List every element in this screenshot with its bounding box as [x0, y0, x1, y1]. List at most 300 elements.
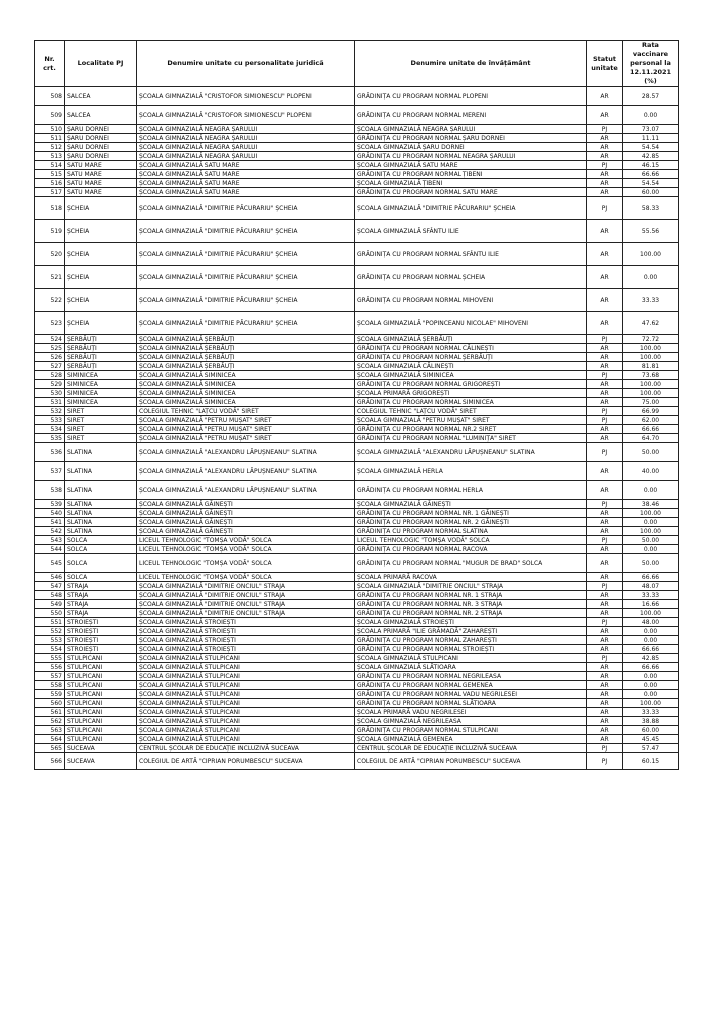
statut-cell: AR — [587, 353, 623, 362]
row-number: 533 — [35, 416, 65, 425]
row-number: 514 — [35, 161, 65, 170]
rata-cell: 60.15 — [623, 753, 679, 770]
row-number: 532 — [35, 407, 65, 416]
statut-cell: PJ — [587, 161, 623, 170]
unitate-inv-cell: ȘCOALA GIMNAZIALĂ CĂLINEȘTI — [355, 362, 587, 371]
statut-cell: AR — [587, 266, 623, 289]
statut-cell: AR — [587, 609, 623, 618]
unitate-pj-cell: ȘCOALA GIMNAZIALĂ SATU MARE — [137, 179, 355, 188]
localitate-cell: SIMINICEA — [65, 389, 137, 398]
row-number: 528 — [35, 371, 65, 380]
row-number: 523 — [35, 312, 65, 335]
statut-cell: AR — [587, 509, 623, 518]
statut-cell: PJ — [587, 335, 623, 344]
statut-cell: AR — [587, 690, 623, 699]
rata-cell: 11.11 — [623, 134, 679, 143]
unitate-inv-cell: ȘCOALA GIMNAZIALĂ SATU MARE — [355, 161, 587, 170]
unitate-pj-cell: COLEGIUL TEHNIC "LAȚCU VODĂ" SIRET — [137, 407, 355, 416]
table-row — [35, 170, 679, 179]
statut-cell: AR — [587, 170, 623, 179]
table-row — [35, 663, 679, 672]
localitate-cell: ȘCHEIA — [65, 243, 137, 266]
localitate-cell: STULPICANI — [65, 690, 137, 699]
unitate-inv-cell: GRĂDINIȚA CU PROGRAM NORMAL RACOVA — [355, 545, 587, 554]
table-row — [35, 717, 679, 726]
row-number: 565 — [35, 744, 65, 753]
table-row — [35, 443, 679, 462]
unitate-inv-cell: ȘCOALA GIMNAZIALĂ GEMENEA — [355, 735, 587, 744]
localitate-cell: STULPICANI — [65, 708, 137, 717]
localitate-cell: STROIEȘTI — [65, 636, 137, 645]
row-number: 524 — [35, 335, 65, 344]
rata-cell: 0.00 — [623, 481, 679, 500]
unitate-inv-cell: ȘCOALA PRIMARĂ GRIGOREȘTI — [355, 389, 587, 398]
rata-cell: 100.00 — [623, 243, 679, 266]
rata-cell: 60.00 — [623, 726, 679, 735]
unitate-pj-cell: ȘCOALA GIMNAZIALĂ "DIMITRIE ONCIUL" STRAJA — [137, 591, 355, 600]
row-number: 560 — [35, 699, 65, 708]
table-row — [35, 407, 679, 416]
unitate-inv-cell: ȘCOALA GIMNAZIALĂ NEGRILEASA — [355, 717, 587, 726]
rata-cell: 100.00 — [623, 380, 679, 389]
statut-cell: PJ — [587, 407, 623, 416]
unitate-inv-cell: GRĂDINIȚA CU PROGRAM NORMAL SIMINICEA — [355, 398, 587, 407]
unitate-pj-cell: ȘCOALA GIMNAZIALĂ "DIMITRIE PĂCURARIU" ȘCHEIA — [137, 197, 355, 220]
rata-cell: 100.00 — [623, 389, 679, 398]
statut-cell: PJ — [587, 416, 623, 425]
localitate-cell: STRAJA — [65, 582, 137, 591]
table-row — [35, 518, 679, 527]
table-row — [35, 152, 679, 161]
unitate-inv-cell: ȘCOALA GIMNAZIALĂ SFÂNTU ILIE — [355, 220, 587, 243]
unitate-inv-cell: GRĂDINIȚA CU PROGRAM NORMAL GRIGOREȘTI — [355, 380, 587, 389]
rata-cell: 100.00 — [623, 344, 679, 353]
unitate-pj-cell: ȘCOALA GIMNAZIALĂ STULPICANI — [137, 726, 355, 735]
unitate-pj-cell: ȘCOALA GIMNAZIALĂ "PETRU MUȘAT" SIRET — [137, 416, 355, 425]
rata-cell: 100.00 — [623, 509, 679, 518]
unitate-pj-cell: ȘCOALA GIMNAZIALĂ NEAGRA ȘARULUI — [137, 152, 355, 161]
table-row — [35, 371, 679, 380]
rata-cell: 33.33 — [623, 708, 679, 717]
row-number: 557 — [35, 672, 65, 681]
unitate-pj-cell: ȘCOALA GIMNAZIALĂ SIMINICEA — [137, 398, 355, 407]
statut-cell: PJ — [587, 500, 623, 509]
localitate-cell: ȘERBĂUȚI — [65, 353, 137, 362]
table-row — [35, 681, 679, 690]
unitate-inv-cell: ȘCOALA GIMNAZIALĂ "DIMITRIE ONCIUL" STRAJA — [355, 582, 587, 591]
rata-cell: 100.00 — [623, 609, 679, 618]
table-row — [35, 220, 679, 243]
unitate-pj-cell: ȘCOALA GIMNAZIALĂ GĂINEȘTI — [137, 500, 355, 509]
unitate-pj-cell: ȘCOALA GIMNAZIALĂ STULPICANI — [137, 735, 355, 744]
table-row — [35, 289, 679, 312]
row-number: 537 — [35, 462, 65, 481]
localitate-cell: SUCEAVA — [65, 753, 137, 770]
statut-cell: AR — [587, 380, 623, 389]
localitate-cell: SLATINA — [65, 518, 137, 527]
table-row — [35, 266, 679, 289]
rata-cell: 42.85 — [623, 152, 679, 161]
statut-cell: AR — [587, 681, 623, 690]
unitate-pj-cell: ȘCOALA GIMNAZIALĂ NEAGRA ȘARULUI — [137, 125, 355, 134]
unitate-inv-cell: GRĂDINIȚA CU PROGRAM NORMAL NR. 3 STRAJA — [355, 600, 587, 609]
unitate-pj-cell: ȘCOALA GIMNAZIALĂ GĂINEȘTI — [137, 518, 355, 527]
row-number: 564 — [35, 735, 65, 744]
unitate-pj-cell: ȘCOALA GIMNAZIALĂ "ALEXANDRU LĂPUȘNEANU" SLATINA — [137, 462, 355, 481]
unitate-pj-cell: LICEUL TEHNOLOGIC "TOMȘA VODĂ" SOLCA — [137, 573, 355, 582]
row-number: 516 — [35, 179, 65, 188]
unitate-pj-cell: ȘCOALA GIMNAZIALĂ "DIMITRIE PĂCURARIU" ȘCHEIA — [137, 312, 355, 335]
row-number: 563 — [35, 726, 65, 735]
unitate-inv-cell: ȘCOALA PRIMARĂ VADU NEGRILESEI — [355, 708, 587, 717]
localitate-cell: SIMINICEA — [65, 398, 137, 407]
rata-cell: 55.56 — [623, 220, 679, 243]
statut-cell: AR — [587, 188, 623, 197]
rata-cell: 28.57 — [623, 87, 679, 106]
row-number: 561 — [35, 708, 65, 717]
statut-cell: AR — [587, 717, 623, 726]
table-row — [35, 645, 679, 654]
localitate-cell: ȘERBĂUȚI — [65, 362, 137, 371]
localitate-cell: STULPICANI — [65, 717, 137, 726]
statut-cell: AR — [587, 312, 623, 335]
unitate-pj-cell: ȘCOALA GIMNAZIALĂ STROIEȘTI — [137, 627, 355, 636]
row-number: 556 — [35, 663, 65, 672]
unitate-inv-cell: GRĂDINIȚA CU PROGRAM NORMAL ȘARU DORNEI — [355, 134, 587, 143]
statut-cell: AR — [587, 672, 623, 681]
table-row — [35, 600, 679, 609]
rata-cell: 48.00 — [623, 618, 679, 627]
rata-cell: 60.00 — [623, 188, 679, 197]
statut-cell: AR — [587, 708, 623, 717]
unitate-pj-cell: ȘCOALA GIMNAZIALĂ "DIMITRIE ONCIUL" STRAJA — [137, 609, 355, 618]
row-number: 526 — [35, 353, 65, 362]
localitate-cell: SUCEAVA — [65, 744, 137, 753]
table-row — [35, 618, 679, 627]
unitate-pj-cell: ȘCOALA GIMNAZIALĂ ȘERBĂUȚI — [137, 344, 355, 353]
unitate-pj-cell: ȘCOALA GIMNAZIALĂ "ALEXANDRU LĂPUȘNEANU" SLATINA — [137, 481, 355, 500]
unitate-pj-cell: ȘCOALA GIMNAZIALĂ SIMINICEA — [137, 371, 355, 380]
localitate-cell: SIMINICEA — [65, 380, 137, 389]
row-number: 517 — [35, 188, 65, 197]
localitate-cell: SOLCA — [65, 536, 137, 545]
row-number: 513 — [35, 152, 65, 161]
unitate-pj-cell: ȘCOALA GIMNAZIALĂ "DIMITRIE PĂCURARIU" ȘCHEIA — [137, 243, 355, 266]
rata-cell: 66.99 — [623, 407, 679, 416]
unitate-pj-cell: ȘCOALA GIMNAZIALĂ SATU MARE — [137, 170, 355, 179]
table-row — [35, 536, 679, 545]
localitate-cell: SIRET — [65, 425, 137, 434]
row-number: 525 — [35, 344, 65, 353]
header-row — [35, 41, 679, 87]
localitate-cell: ȘARU DORNEI — [65, 125, 137, 134]
rata-cell: 0.00 — [623, 636, 679, 645]
localitate-cell: SLATINA — [65, 500, 137, 509]
localitate-cell: SIRET — [65, 434, 137, 443]
localitate-cell: ȘERBĂUȚI — [65, 344, 137, 353]
table-row — [35, 134, 679, 143]
table-row — [35, 726, 679, 735]
localitate-cell: ȘCHEIA — [65, 197, 137, 220]
row-number: 550 — [35, 609, 65, 618]
table-row — [35, 434, 679, 443]
statut-cell: AR — [587, 527, 623, 536]
unitate-inv-cell: GRĂDINIȚA CU PROGRAM NORMAL ȘERBĂUȚI — [355, 353, 587, 362]
localitate-cell: STULPICANI — [65, 672, 137, 681]
unitate-pj-cell: ȘCOALA GIMNAZIALĂ ȘERBĂUȚI — [137, 362, 355, 371]
table-row — [35, 591, 679, 600]
rata-cell: 48.07 — [623, 582, 679, 591]
localitate-cell: STRAJA — [65, 600, 137, 609]
unitate-pj-cell: ȘCOALA GIMNAZIALĂ "PETRU MUȘAT" SIRET — [137, 434, 355, 443]
rata-cell: 66.66 — [623, 170, 679, 179]
row-number: 555 — [35, 654, 65, 663]
unitate-pj-cell: ȘCOALA GIMNAZIALĂ STROIEȘTI — [137, 636, 355, 645]
statut-cell: AR — [587, 106, 623, 125]
statut-cell: AR — [587, 600, 623, 609]
row-number: 536 — [35, 443, 65, 462]
localitate-cell: SLATINA — [65, 481, 137, 500]
table-row — [35, 243, 679, 266]
unitate-inv-cell: GRĂDINIȚA CU PROGRAM NORMAL NEGRILEASA — [355, 672, 587, 681]
statut-cell: AR — [587, 627, 623, 636]
rata-cell: 73.07 — [623, 125, 679, 134]
unitate-pj-cell: ȘCOALA GIMNAZIALĂ ȘERBĂUȚI — [137, 353, 355, 362]
localitate-cell: STULPICANI — [65, 681, 137, 690]
unitate-inv-cell: GRĂDINIȚA CU PROGRAM NORMAL MIHOVENI — [355, 289, 587, 312]
statut-cell: AR — [587, 389, 623, 398]
unitate-inv-cell: GRĂDINIȚA CU PROGRAM NORMAL MERENI — [355, 106, 587, 125]
statut-cell: AR — [587, 636, 623, 645]
unitate-pj-cell: ȘCOALA GIMNAZIALĂ "CRISTOFOR SIMIONESCU" PLOPENI — [137, 87, 355, 106]
unitate-inv-cell: GRĂDINIȚA CU PROGRAM NORMAL SLĂTIOARA — [355, 699, 587, 708]
row-number: 545 — [35, 554, 65, 573]
localitate-cell: SATU MARE — [65, 161, 137, 170]
unitate-pj-cell: ȘCOALA GIMNAZIALĂ STULPICANI — [137, 699, 355, 708]
row-number: 559 — [35, 690, 65, 699]
row-number: 538 — [35, 481, 65, 500]
statut-cell: AR — [587, 220, 623, 243]
rata-cell: 57.47 — [623, 744, 679, 753]
unitate-inv-cell: GRĂDINIȚA CU PROGRAM NORMAL NR.2 SIRET — [355, 425, 587, 434]
table-row — [35, 188, 679, 197]
unitate-pj-cell: ȘCOALA GIMNAZIALĂ STULPICANI — [137, 708, 355, 717]
rata-cell: 64.70 — [623, 434, 679, 443]
statut-cell: PJ — [587, 197, 623, 220]
unitate-inv-cell: GRĂDINIȚA CU PROGRAM NORMAL NR. 1 GĂINEȘTI — [355, 509, 587, 518]
unitate-pj-cell: ȘCOALA GIMNAZIALĂ STULPICANI — [137, 690, 355, 699]
localitate-cell: STROIEȘTI — [65, 627, 137, 636]
localitate-cell: ȘCHEIA — [65, 289, 137, 312]
table-row — [35, 627, 679, 636]
table-row — [35, 545, 679, 554]
table-row — [35, 353, 679, 362]
row-number: 540 — [35, 509, 65, 518]
unitate-inv-cell: ȘCOALA GIMNAZIALĂ SLĂTIOARA — [355, 663, 587, 672]
localitate-cell: SLATINA — [65, 443, 137, 462]
header-nr: Nr. crt. — [35, 41, 65, 87]
rata-cell: 0.00 — [623, 681, 679, 690]
row-number: 511 — [35, 134, 65, 143]
table-row — [35, 708, 679, 717]
unitate-pj-cell: ȘCOALA GIMNAZIALĂ SIMINICEA — [137, 389, 355, 398]
localitate-cell: STROIEȘTI — [65, 618, 137, 627]
localitate-cell: SATU MARE — [65, 179, 137, 188]
row-number: 566 — [35, 753, 65, 770]
unitate-pj-cell: ȘCOALA GIMNAZIALĂ STROIEȘTI — [137, 618, 355, 627]
localitate-cell: STULPICANI — [65, 654, 137, 663]
unitate-inv-cell: GRĂDINIȚA CU PROGRAM NORMAL ZAHAREȘTI — [355, 636, 587, 645]
unitate-inv-cell: CENTRUL ȘCOLAR DE EDUCAȚIE INCLUZIVĂ SUCEAVA — [355, 744, 587, 753]
statut-cell: PJ — [587, 654, 623, 663]
row-number: 527 — [35, 362, 65, 371]
rata-cell: 0.00 — [623, 266, 679, 289]
statut-cell: PJ — [587, 443, 623, 462]
rata-cell: 38.46 — [623, 500, 679, 509]
localitate-cell: ȘCHEIA — [65, 220, 137, 243]
table-row — [35, 500, 679, 509]
statut-cell: AR — [587, 434, 623, 443]
unitate-inv-cell: GRĂDINIȚA CU PROGRAM NORMAL GEMENEA — [355, 681, 587, 690]
rata-cell: 54.54 — [623, 143, 679, 152]
localitate-cell: ȘERBĂUȚI — [65, 335, 137, 344]
localitate-cell: ȘARU DORNEI — [65, 152, 137, 161]
rata-cell: 66.66 — [623, 645, 679, 654]
localitate-cell: STRAJA — [65, 609, 137, 618]
localitate-cell: STROIEȘTI — [65, 645, 137, 654]
header-statut: Statut unitate — [587, 41, 623, 87]
statut-cell: PJ — [587, 582, 623, 591]
statut-cell: AR — [587, 554, 623, 573]
rata-cell: 0.00 — [623, 106, 679, 125]
rata-cell: 16.66 — [623, 600, 679, 609]
row-number: 520 — [35, 243, 65, 266]
unitate-pj-cell: ȘCOALA GIMNAZIALĂ "DIMITRIE ONCIUL" STRAJA — [137, 582, 355, 591]
statut-cell: AR — [587, 398, 623, 407]
unitate-pj-cell: ȘCOALA GIMNAZIALĂ GĂINEȘTI — [137, 509, 355, 518]
table-row — [35, 462, 679, 481]
unitate-inv-cell: ȘCOALA GIMNAZIALĂ "ALEXANDRU LĂPUȘNEANU" SLATINA — [355, 443, 587, 462]
row-number: 510 — [35, 125, 65, 134]
unitate-pj-cell: ȘCOALA GIMNAZIALĂ SIMINICEA — [137, 380, 355, 389]
row-number: 558 — [35, 681, 65, 690]
unitate-inv-cell: GRĂDINIȚA CU PROGRAM NORMAL STROIEȘTI — [355, 645, 587, 654]
unitate-inv-cell: GRĂDINIȚA CU PROGRAM NORMAL ȘCHEIA — [355, 266, 587, 289]
localitate-cell: STRAJA — [65, 591, 137, 600]
unitate-pj-cell: ȘCOALA GIMNAZIALĂ STULPICANI — [137, 681, 355, 690]
unitate-pj-cell: ȘCOALA GIMNAZIALĂ "DIMITRIE PĂCURARIU" ȘCHEIA — [137, 220, 355, 243]
localitate-cell: SOLCA — [65, 554, 137, 573]
row-number: 554 — [35, 645, 65, 654]
unitate-inv-cell: ȘCOALA GIMNAZIALĂ "DIMITRIE PĂCURARIU" ȘCHEIA — [355, 197, 587, 220]
table-row — [35, 125, 679, 134]
table-row — [35, 699, 679, 708]
localitate-cell: SATU MARE — [65, 170, 137, 179]
table-row — [35, 672, 679, 681]
rata-cell: 73.68 — [623, 371, 679, 380]
statut-cell: AR — [587, 289, 623, 312]
unitate-pj-cell: COLEGIUL DE ARTĂ "CIPRIAN PORUMBESCU" SUCEAVA — [137, 753, 355, 770]
statut-cell: AR — [587, 143, 623, 152]
table-row — [35, 106, 679, 125]
rata-cell: 100.00 — [623, 353, 679, 362]
rata-cell: 38.88 — [623, 717, 679, 726]
statut-cell: PJ — [587, 125, 623, 134]
table-row — [35, 335, 679, 344]
unitate-pj-cell: ȘCOALA GIMNAZIALĂ STULPICANI — [137, 672, 355, 681]
statut-cell: PJ — [587, 618, 623, 627]
unitate-inv-cell: ȘCOALA GIMNAZIALĂ GĂINEȘTI — [355, 500, 587, 509]
unitate-pj-cell: ȘCOALA GIMNAZIALĂ NEAGRA ȘARULUI — [137, 143, 355, 152]
statut-cell: PJ — [587, 371, 623, 380]
localitate-cell: STULPICANI — [65, 735, 137, 744]
row-number: 551 — [35, 618, 65, 627]
statut-cell: PJ — [587, 753, 623, 770]
table-row — [35, 161, 679, 170]
rata-cell: 42.85 — [623, 654, 679, 663]
rata-cell: 54.54 — [623, 179, 679, 188]
table-row — [35, 753, 679, 770]
unitate-pj-cell: ȘCOALA GIMNAZIALĂ "DIMITRIE ONCIUL" STRAJA — [137, 600, 355, 609]
unitate-inv-cell: GRĂDINIȚA CU PROGRAM NORMAL PLOPENI — [355, 87, 587, 106]
rata-cell: 46.15 — [623, 161, 679, 170]
statut-cell: AR — [587, 726, 623, 735]
unitate-inv-cell: ȘCOALA GIMNAZIALĂ ȘERBĂUȚI — [355, 335, 587, 344]
unitate-pj-cell: ȘCOALA GIMNAZIALĂ "CRISTOFOR SIMIONESCU" PLOPENI — [137, 106, 355, 125]
table-row — [35, 481, 679, 500]
unitate-pj-cell: ȘCOALA GIMNAZIALĂ STULPICANI — [137, 663, 355, 672]
localitate-cell: ȘCHEIA — [65, 266, 137, 289]
table-row — [35, 179, 679, 188]
rata-cell: 33.33 — [623, 591, 679, 600]
unitate-inv-cell: GRĂDINIȚA CU PROGRAM NORMAL ȚIBENI — [355, 170, 587, 179]
statut-cell: AR — [587, 362, 623, 371]
localitate-cell: ȘARU DORNEI — [65, 143, 137, 152]
unitate-inv-cell: LICEUL TEHNOLOGIC "TOMȘA VODĂ" SOLCA — [355, 536, 587, 545]
table-row — [35, 312, 679, 335]
table-row — [35, 389, 679, 398]
header-localitate: Localitate PJ — [65, 41, 137, 87]
localitate-cell: SIMINICEA — [65, 371, 137, 380]
localitate-cell: STULPICANI — [65, 699, 137, 708]
unitate-pj-cell: ȘCOALA GIMNAZIALĂ "PETRU MUȘAT" SIRET — [137, 425, 355, 434]
unitate-inv-cell: GRĂDINIȚA CU PROGRAM NORMAL NR. 2 GĂINEȘTI — [355, 518, 587, 527]
localitate-cell: SALCEA — [65, 106, 137, 125]
table-row — [35, 362, 679, 371]
row-number: 530 — [35, 389, 65, 398]
unitate-pj-cell: ȘCOALA GIMNAZIALĂ STULPICANI — [137, 654, 355, 663]
unitate-inv-cell: GRĂDINIȚA CU PROGRAM NORMAL SATU MARE — [355, 188, 587, 197]
row-number: 512 — [35, 143, 65, 152]
vaccination-table — [34, 40, 679, 770]
table-row — [35, 425, 679, 434]
unitate-pj-cell: ȘCOALA GIMNAZIALĂ "ALEXANDRU LĂPUȘNEANU" SLATINA — [137, 443, 355, 462]
unitate-pj-cell: LICEUL TEHNOLOGIC "TOMȘA VODĂ" SOLCA — [137, 545, 355, 554]
localitate-cell: SOLCA — [65, 545, 137, 554]
unitate-inv-cell: GRĂDINIȚA CU PROGRAM NORMAL SFÂNTU ILIE — [355, 243, 587, 266]
unitate-pj-cell: ȘCOALA GIMNAZIALĂ "DIMITRIE PĂCURARIU" ȘCHEIA — [137, 266, 355, 289]
table-row — [35, 509, 679, 518]
rata-cell: 40.00 — [623, 462, 679, 481]
table-row — [35, 654, 679, 663]
unitate-inv-cell: ȘCOALA GIMNAZIALĂ NEAGRA ȘARULUI — [355, 125, 587, 134]
rata-cell: 66.66 — [623, 573, 679, 582]
localitate-cell: ȘCHEIA — [65, 312, 137, 335]
statut-cell: AR — [587, 518, 623, 527]
statut-cell: AR — [587, 663, 623, 672]
table-row — [35, 87, 679, 106]
unitate-inv-cell: COLEGIUL TEHNIC "LAȚCU VODĂ" SIRET — [355, 407, 587, 416]
